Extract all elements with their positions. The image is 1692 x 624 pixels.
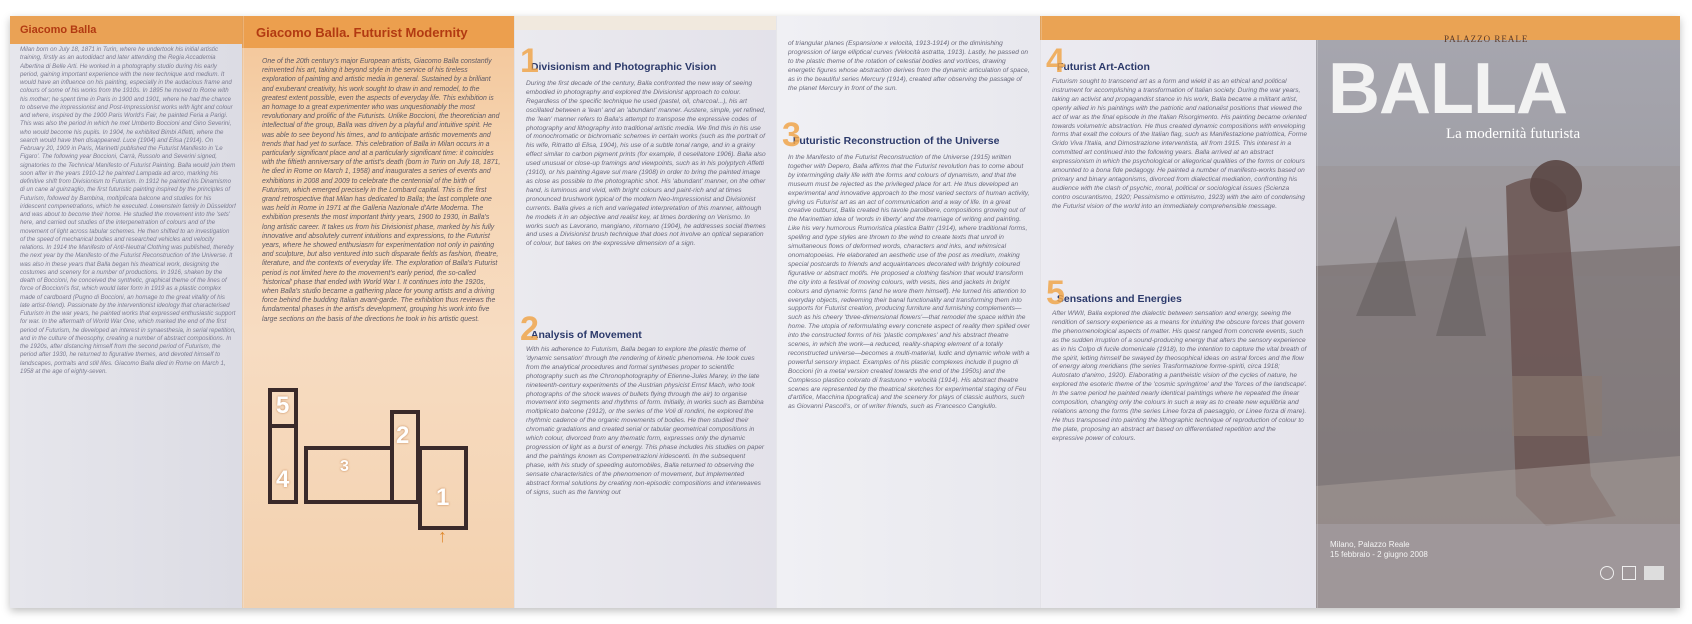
section-2-title: Analysis of Movement	[530, 329, 642, 341]
cover-subtitle: La modernità futurista	[1446, 126, 1581, 142]
section-4-number: 4	[1046, 42, 1065, 80]
intro-title: Giacomo Balla. Futurist Modernity	[256, 25, 468, 40]
plan-label-4: 4	[276, 466, 290, 493]
section-4-heading	[1046, 42, 1150, 80]
section-3-heading	[782, 116, 1000, 154]
room-3	[304, 446, 394, 504]
cover-venue-dates	[1330, 540, 1428, 560]
biography-title: Giacomo Balla	[20, 24, 97, 36]
section-2-number: 2	[520, 310, 539, 348]
sponsor-logo-icon	[1600, 566, 1614, 580]
sponsor-logo-icon	[1644, 566, 1664, 580]
biography-text: Milan born on July 18, 1871 in Turin, where he undertook his initial artistic training, firstly as an autodidact and later attending the Regia Accademia Albertina di Belle Arti. He worked in a photography studio during his early period, gaining important experience with the new technique and medium. It would have an influence on his painting, especially in the audacious frame and colours of some of his works from the 1910s. In 1895 he moved to Rome with his mother; he spent time in Paris in 1900 and 1901, where he had the chance to observe the impressionist and Post-Impressionist works with light and colour and where, inspired by the 1900 Paris World's Fair, he painted Feria a Parigi. This was also the period in which he met Umberto Boccioni and Gino Severini, who would become his pupils. In 1904, he exhibited Bimbi Affetti, where the search would have then disappeared. Luce (1904) and Elisa (1914). On February 20, 1909 in Paris, Marinetti published the Futurist Manifesto in 'Le Figaro'. The following year Boccioni, Carrà, Russolo and Severini signed, signatories to the Technical Manifesto of Futurist Painting. Balla would join them soon after in the years 1910-12 he painted Lampada ad arco, marking his definitive shift from Divisionism to Futurism. In 1912 he painted his Dinamismo di un cane al guinzaglio, the first futuristic painting inspired by the principles of Futurism, followed by Bambina, moltiplicata balcone and studies for his iridescent compenetrations, which he executed. Lowenstein family in Düsseldorf and was about to become their home. He studied the movement into the 'sets' here, and carried out studies of the interpenetration of colours and of the movement of light across tabular schemes. He then shifted to an investigation of the speed of mechanical bodies and researched vehicles and velocity relations. In 1914 the Manifesto of Anti-Neutral Clothing was published, thereby the next year by the Manifesto of the Futurist Reconstruction of the Universe. It was also in these years that Balla began his theatrical work, designing the costumes and scenery for a number of productions. In 1916, shaken by the death of Boccioni, he conceived the synthetic, graphical theme of the lines of force of Boccioni's fist, which would later form in 1919 as a plastic complex made of cardboard (Pugno di Boccioni, an homage to the great vitality of his late artist-friend). Passionate by the interventionist ideology that characterised Futurism in the war years, he painted works that expressed enthusiastic support for war. In the aftermath of World War One, which marked the end of the first period of Futurism, he developed an interest in synaesthesia, in serial repetition, and in the culture of theosophy, creating a number of abstract compositions. In the 1920s, after distancing himself from the second period of Futurism, the period after 1930, he returned to figurative themes, and devoted himself to landscapes, portraits and still lifes. Giacomo Balla died in Rome on March 1, 1958 at the age of eighty-seven.	[20, 46, 236, 375]
section-2-continued-text: of triangular planes (Espansione x velocità, 1913-1914) or the diminishing progression of large elliptical curves (Velocità astratta, 1913). Lastly, he passed on to the plastic theme of the rotation of celestial bodies and vortices, drawing energetic figures whose abstraction derives from the dynamic articulation of space, as in the beautiful series Mercury (1914), created after observing the passage of the planet Mercury in front of the sun.	[788, 40, 1030, 92]
plan-label-2: 2	[396, 422, 410, 449]
section-3-text: In the Manifesto of the Futurist Reconstruction of the Universe (1915) written together with Depero, Balla affirms that the Futurist revolution has to come about by intermingling daily life with the forms and colours of dynamism, and that the museum must be rejected as the privileged place for art. He thus developed an experimental and innovative approach to the most varied sectors of human activity, giving us Futurist art as an act of communication and a way of life. In a great creative outburst, Balla created his tavole parolibere, compositions growing out of the Marinettian idea of 'words in liberty' and the marriage of writing and painting. Like his very humorous Rumoristica plastica Baltrr (1914), where traditional forms, spelling and type styles are thrown to the wind to create texts that unroll in simultaneous flows of deformed words, characters and inks, and whimsical onomatopoeias. He elaborated an aesthetic use of the post as medium, making special postcards to friends and acquaintances decorated with brightly coloured figurative or abstract motifs. He proposed a clothing fashion that would transform the city into a festival of moving colours, with vests, ties and jackets in bright colours and dynamic forms (and he wore them himself). He turned his attention to everyday objects, redeeming their banal functionality and transforming them into supports for Futurist creation, producing furniture and furnishing complements—such as his cheery 'three-dimensional flowers'—that remodel the space within the home. The utopia of reformulating every concrete aspect of reality then spilled over into the constructed forms of his 'plastic complexes' and his abstract theatre scenes, in which the work—a reduced, reality-shaping element of a totally reconstructed universe—becomes a multi-material, ludic and dynamic whole with a powerful sensory impact. Examples of his plastic complexes include Il pugno di Boccioni (in a metal version created towards the end of the 1950s) and the Complesso plastico colorato di frastuono + velocità (1914). His abstract theatre scenes are represented by the theatrical sketches for experimental staging of Feu d'artifice, Macchina tipografica) and the scenery for plays of classic authors, such as Giovanni Pascoli's, or of writer friends, such as Francesco Cangiullo.	[788, 154, 1030, 411]
section-1-title: Divisionism and Photographic Vision	[530, 61, 717, 73]
panel-biography	[10, 16, 242, 608]
section-4-title: Futurist Art-Action	[1056, 61, 1150, 73]
section-1-number: 1	[520, 42, 539, 80]
fold-line	[242, 16, 244, 608]
cover-venue: Milano, Palazzo Reale	[1330, 540, 1410, 549]
section-5-title: Sensations and Energies	[1056, 293, 1182, 305]
section-2-text: With his adherence to Futurism, Balla began to explore the plastic theme of 'dynamic sensation' through the rendering of kinetic phenomena. He took cues from the analytical procedures and formal syntheses proper to scientific photography such as the Chronophotography of Etienne-Jules Marey, in the late nineteenth-century experiments of the Austrian physicist Ernst Mach, who took photographs of the shock waves of bullets flying through the air) to organise movement into segments and rhythms of form. Initially, in works such as Bambina moltiplicato balcone (1912), or the series of the Voli di rondini, he explored the rhythmic cadence of the organic movements of bodies. He then studied their chromatic gradations and created serial or tabular geometrical compositions in which colour, divorced from any thematic form, expresses only the dynamic progression of light as a burst of energy. This phase includes his studies on paper and the paintings known as Compenetrazioni iridescenti. In the subsequent phase, with his study of speeding automobiles, Balla returned to observing the sensate characteristics of the phenomenon of movement, but implemented abstract formal solutions by creating non-episodic compositions and interweaves of signs, such as the fanning out	[526, 346, 765, 496]
cover-panel	[1316, 16, 1680, 608]
section-5-text: After WWII, Balla explored the dialectic between sensation and energy, seeing the rendition of sensory experience as a means for intuiting the obscure forces that govern the phenomenological aspects of matter. His quest ranged from concrete events, such as the sudden irruption of a sound-producing energy that alters the sensory experience as in his Colpo di fucile domenicale (1918), to the intention to capture the vital breath of the spirit, letting himself be swayed by theosophical ideas on astral forces and the flow of energy along meridians (the series Trasformazione forme-spiriti, circa 1918; Autostato d'animo, 1920). Elaborating a pantheistic vision of the cycles of nature, he explored the esoteric theme of the 'cosmic springtime' and the 'forces of the landscape'. In the same period he painted nearly identical paintings where he repeated the linear composition, changing only the colours in such a way as to create new equilibria and relations among the forms (the series Linee forza di paesaggio, or Linee forza di mare). He thus transposed into painting the lithographic technique of reproduction of colour to the plate, proposing an abstract art based on differentiated repetition and the expressive power of colours.	[1052, 310, 1308, 442]
panel-sections-1-2	[514, 16, 776, 608]
sponsor-logo-icon	[1622, 566, 1636, 580]
panel-header-bar	[1040, 16, 1316, 40]
section-5-heading	[1046, 274, 1182, 312]
section-4-text: Futurism sought to transcend art as a form and wield it as an ethical and political instrument for accomplishing a transformation of Italian society. During the war years, taking an activist and propagandist stance in his work, Balla became a militant artist, openly allied in his paintings with the patriotic and nationalist positions that viewed the act of war as the final episode in the Italian Risorgimento. His painting became oriented towards volumetric abstraction. He thus created dynamic compositions with enveloping forms that exalt the colours of the Italian flag, such as Manifestazione patriottica, Forme Grido Viva l'Italia, and Dimostrazione interventista, all from 1915. This interest in a committed art continued into the following years. Balla arrived at an abstract expressionism in which the psychological or allegorical qualities of the forms or colours amounted to a bona fide pedagogy. He painted a number of manifesto-works based on primary and binary antagonisms, divorced from dialectical mediation, confronting his audience with the clash of psychic, moral, political or sociological issues (Scienza contro oscurantismo, 1920; Pessimismo e ottimismo, 1923) with the aim of condensing the Futurist vision of the world into an immediately comprehensible message.	[1052, 78, 1308, 210]
cover-title: BALLA	[1328, 49, 1567, 129]
plan-label-1: 1	[436, 484, 450, 511]
sponsor-logos	[1600, 566, 1664, 580]
brochure	[10, 16, 1680, 608]
plan-label-5: 5	[276, 392, 290, 419]
cover-dates: 15 febbraio - 2 giugno 2008	[1330, 550, 1428, 559]
palazzo-reale-logo: PALAZZO REALE	[1444, 34, 1529, 44]
section-3-title: Futuristic Reconstruction of the Universe	[792, 135, 1000, 147]
fold-line	[776, 16, 778, 608]
intro-text: One of the 20th century's major European artists, Giacomo Balla constantly reinvented his art, taking it beyond style in the service of his tireless exploration of painting and artistic media in general. Sustained by a brilliant and exuberant creativity, his work sought to draw in and remodel, to the greatest extent possible, even the aspects of everyday life. This exhibition is an homage to a great experimenter who was unquestionably the most revolutionary and prolific of the Futurists. Unlike Boccioni, the theoretician and intellectual of the group, Balla was driven by a playful and intuitive spirit. He was able to see beyond his times, and to anticipate artistic movements and trends that had yet to surface. This celebration of Balla in Milan occurs in a particularly significant place and at a particularly significant time: it coincides with the fiftieth anniversary of the artist's death (born in Turin on July 18, 1871, he died in Rome on March 1, 1958) and inaugurates a series of events and exhibitions in 2008 and 2009 to celebrate the centennial of the birth of Futurism, which emerged precisely in the Lombard capital. This is the first grand retrospective that Milan has dedicated to Balla; the last complete one was held in Rome in 1971 at the Galleria Nazionale d'Arte Moderna. The exhibition presents the most important thirty years, 1900 to 1930, in Balla's long artistic career. It takes us from his Divisionist phase, marked by his fully innovative and absolutely current intuitions and expressions, to the Futurist years, where he showed enthusiasm for experimentation not only in painting and sculpture, but also ventured into such disparate fields as fashion, theatre, literature, and the contexts of everyday life. The exploration of Balla's Futurist period is not limited here to the movement's early period, the so-called 'historical' phase that ended with World War I. It continues into the 1920s, when Balla's studio became a gathering place for young artists and a driving force behind the budding Italian avant-garde. The exhibition thus reviews the fundamental phases in the artist's development, grouping his work into five large sections on the basis of the directions he took in his artistic quest.	[262, 58, 501, 323]
panel-intro	[242, 16, 514, 608]
fold-line	[1040, 16, 1042, 608]
section-2-heading	[520, 310, 642, 348]
entrance-arrow-icon: ↑	[438, 526, 447, 546]
plan-label-3: 3	[340, 458, 349, 475]
section-5-number: 5	[1046, 274, 1065, 312]
fold-line	[514, 16, 516, 608]
section-1-heading	[520, 42, 717, 80]
panel-header-bar	[514, 16, 776, 30]
fold-line	[1316, 16, 1318, 608]
panel-sections-4-5	[1040, 16, 1316, 608]
panel-section-3	[776, 16, 1040, 608]
floor-plan	[268, 388, 508, 558]
section-1-text: During the first decade of the century, Balla confronted the new way of seeing embodied in photography and explored the Divisionist approach to colour. Regardless of the specific technique he used (pastel, oil, charcoal...), his art oscillated between a 'lean' and an 'abundant' manner. Austere, simple, yet refined, the 'lean' manner refers to Balla's attempt to transpose the expressive codes of photography and lithography into traditional artistic media. We find this in his use of monochromatic or bichromatic schemes in certain works (such as the portrait of his wife, Ritratto di Elisa, 1904), his use of a subtle tonal range, and in a grainy effect similar to carbon pigment prints (for example, Il cesellatore 1906). Balla also used unusual or close-up framings and viewpoints, such as in his polyptych Affetti (1910), or his painting Agave sul mare (1908) in order to bring the painted image as close as possible to the photographic shot. His 'abundant' manner, on the other hand, is luminous and vivid, with bright colours and paint-rich and at times pronounced brushwork typical of the modern Neo-Impressionist and Divisionist currents. Balla gives a rich and variegated interpretation of this manner, although he models it in an objective and realist key, at times bordering on Verismo. In works such as Lavorano, mangiano, ritornano (1904), he addresses social themes and uses a Divisionist brush technique that does not involve an optical separation of colour, but takes on the expressive dimension of a sign.	[526, 80, 766, 248]
section-3-number: 3	[782, 116, 801, 154]
